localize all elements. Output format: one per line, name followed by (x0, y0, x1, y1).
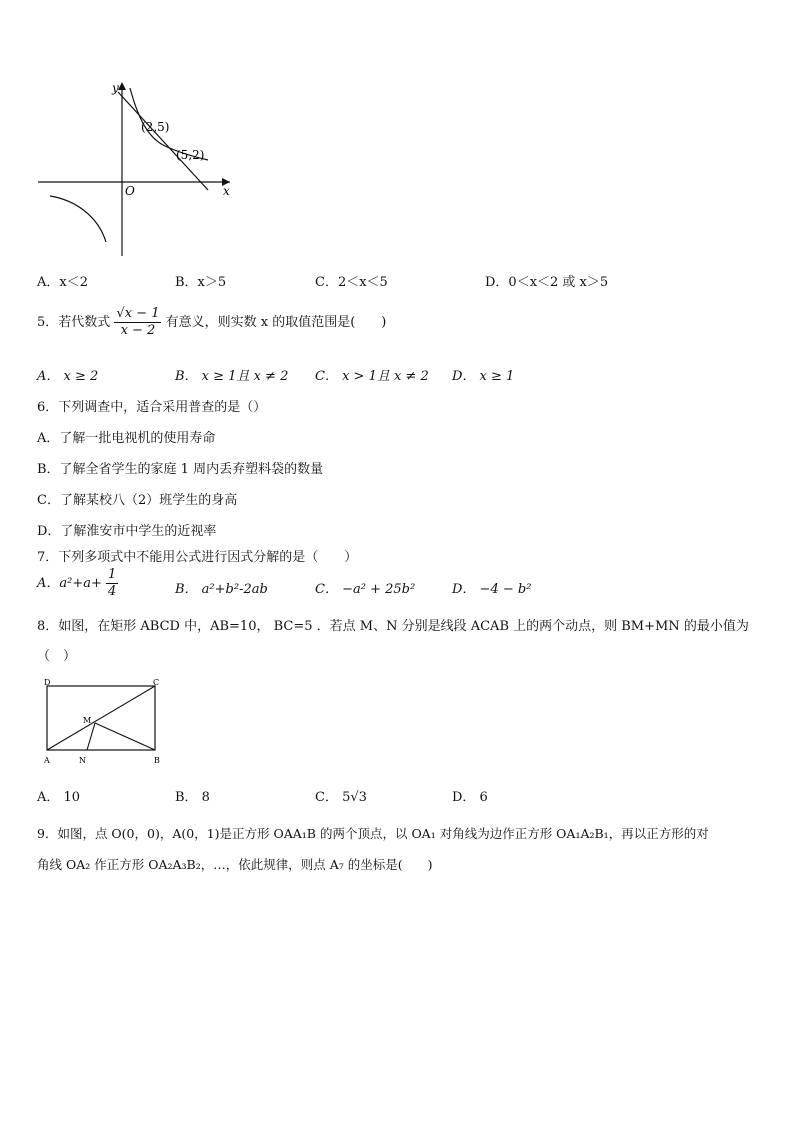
function-graph (30, 78, 240, 260)
label-c: C (153, 678, 160, 687)
x-axis-label: x (223, 184, 230, 198)
q4-option-d: D．0＜x＜2 或 x＞5 (485, 275, 609, 290)
q8-option-c: C． 5√3 (315, 790, 367, 805)
q7-stem: 7．下列多项式中不能用公式进行因式分解的是（ ） (37, 550, 358, 565)
q5-denominator: x − 2 (120, 323, 156, 338)
rectangle-diagram (38, 677, 168, 769)
label-m: M (83, 716, 92, 725)
q7-option-a-fraction (106, 567, 118, 600)
q5-numerator: √x − 1 (116, 306, 160, 321)
q8-paren: （ ） (37, 649, 77, 664)
q8-stem: 8．如图，在矩形 ABCD 中，AB=10， BC=5 ．若点 M、N 分别是线段 ACAB 上的两个动点，则 BM+MN 的最小值为 (37, 619, 749, 634)
point-label-5-2: (5,2) (176, 148, 205, 162)
segment-bm (95, 723, 155, 750)
q7-option-a-numerator: 1 (108, 567, 117, 582)
q5-suffix: 有意义，则实数 x 的取值范围是( ) (165, 315, 387, 330)
y-axis-arrow (118, 82, 126, 90)
q7-option-b: B． a²+b²-2ab (175, 582, 268, 597)
label-b: B (154, 756, 160, 765)
label-n: N (79, 756, 86, 765)
origin-label: O (125, 184, 135, 198)
q8-option-d: D． 6 (452, 790, 488, 805)
y-axis-label: y (112, 81, 119, 95)
q9-line-1: 9．如图，点 O(0，0)，A(0，1)是正方形 OAA₁B 的两个顶点，以 OA₁ 对角线为边作正方形 OA₁A₂B₁，再以正方形的对 (37, 826, 709, 841)
label-a: A (44, 756, 50, 765)
segment-mn (87, 723, 95, 750)
q7-option-a (37, 567, 118, 600)
q6-stem: 6．下列调查中，适合采用普查的是（） (37, 400, 267, 415)
label-d: D (44, 678, 51, 687)
q5-option-d: D． x ≥ 1 (452, 369, 515, 384)
q5-prefix: 5．若代数式 (37, 315, 111, 330)
q5-fraction (114, 306, 161, 339)
diagonal-ac (47, 686, 155, 750)
q4-option-b: B．x＞5 (175, 275, 227, 290)
q7-option-a-denominator: 4 (108, 584, 117, 599)
q5-option-a: A． x ≥ 2 (37, 369, 99, 384)
q6-option-d: D．了解淮安市中学生的近视率 (37, 524, 217, 539)
linear-function-line (118, 92, 208, 190)
q5-option-b: B． x ≥ 1且 x ≠ 2 (175, 369, 289, 384)
q5-option-c: C． x > 1且 x ≠ 2 (315, 369, 429, 384)
q9-line-2: 角线 OA₂ 作正方形 OA₂A₃B₂，…，依此规律，则点 A₇ 的坐标是( ) (37, 857, 433, 872)
q6-option-c: C．了解某校八（2）班学生的身高 (37, 493, 238, 508)
q7-option-a-prefix: A．a²+a+ (37, 576, 102, 591)
point-label-2-5: (2,5) (141, 120, 170, 134)
q7-option-c: C． −a² + 25b² (315, 582, 416, 597)
q4-option-a: A．x＜2 (37, 275, 88, 290)
q6-option-b: B．了解全省学生的家庭 1 周内丢弃塑料袋的数量 (37, 462, 324, 477)
q8-option-a: A． 10 (37, 790, 81, 805)
hyperbola-branch-3 (50, 196, 106, 242)
question-5 (37, 306, 386, 339)
q7-option-d: D． −4 − b² (452, 582, 532, 597)
q8-option-b: B． 8 (175, 790, 210, 805)
q6-option-a: A．了解一批电视机的使用寿命 (37, 431, 216, 446)
q4-option-c: C．2＜x＜5 (315, 275, 388, 290)
